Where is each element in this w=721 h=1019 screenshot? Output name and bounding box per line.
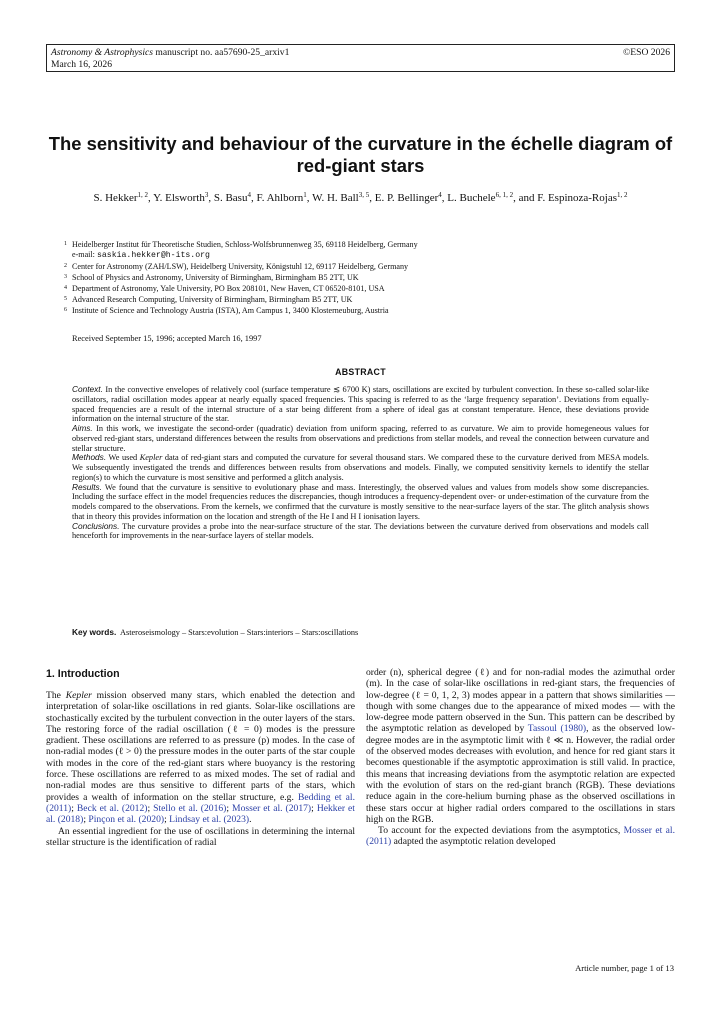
author-affiliation-mark: 3 — [204, 191, 209, 199]
citation-link[interactable]: Tassoul (1980) — [527, 723, 587, 735]
keywords-label: Key words. — [72, 627, 117, 637]
context-text: In the convective envelopes of relatively cool (surface temperature ≲ 6700 K) stars, oscillations are excited by turbulent convection. In these so-called solar-like oscillators, radial oscillation modes appear at nearly equally spaced frequencies. This spacing is referred to as the ‘large frequency separation’. Deviations from equally-spaced frequencies are a result of the internal structure of a star being different from a sphere of ideal gas at constant temperature. Hence, these deviations provide information on the internal structure of the star. — [72, 385, 649, 424]
author-affiliation-mark: 1, 2 — [137, 191, 148, 199]
affiliation-text: Advanced Research Computing, University of Birmingham, Birmingham B5 2TT, UK — [72, 295, 353, 304]
author-list — [60, 191, 661, 205]
author-name: Y. Elsworth — [153, 192, 205, 204]
author-affiliation-mark: 3, 5 — [358, 191, 370, 199]
author-separator: , — [148, 192, 154, 204]
methods-label: Methods. — [72, 452, 107, 463]
citation-link[interactable]: Stello et al. (2016) — [153, 802, 227, 814]
citation-link[interactable]: Bedding et al. (2011) — [46, 791, 355, 814]
manuscript-number: manuscript no. aa57690-25_arxiv1 — [155, 47, 290, 58]
author-affiliation-mark: 6, 1, 2 — [495, 191, 514, 199]
author-email[interactable]: saskia.hekker@h-its.org — [96, 251, 210, 260]
author-name: W. H. Ball — [312, 192, 359, 204]
citation-link[interactable]: Lindsay et al. (2023) — [169, 814, 250, 826]
aims-text: In this work, we investigate the second-order (quadratic) deviation from uniform spacing, referred to as curvature. We aim to provide homegeneous values for observed red-giant stars, understand differences between the results from observations and predictions from stellar models, and reveal the connection between curvature and stellar structure. — [72, 424, 649, 453]
author-name: S. Hekker — [93, 192, 138, 204]
author-name: F. Espinoza-Rojas — [537, 192, 617, 204]
journal-name: Astronomy & Astrophysics — [51, 47, 153, 58]
affiliation-number: 1 — [64, 241, 67, 247]
author-affiliation-mark: 4 — [247, 191, 251, 199]
author-affiliation-mark: 1 — [303, 191, 307, 199]
aims-label: Aims. — [72, 423, 93, 433]
results-text: We found that the curvature is sensitive to evolutionary phase and mass. Interestingly, the observed values and values from models show some discrepancies. Including the surface effect in the model frequencies reduces the discrepancies, though introduces a frequency-dependent over- or under-estimation of the curvature from the models compared to the observations. From the kernels, we confirmed that the curvature is mostly sensitive to the near-surface layers of the star. The glitch analysis shows that in theory this provides information on the location and strength of the He I and H I ionisation layers. — [72, 482, 649, 521]
header-date: March 16, 2026 — [51, 59, 113, 70]
header-journal-line — [51, 47, 289, 58]
affiliation-number: 5 — [64, 296, 67, 302]
abstract-heading: ABSTRACT — [335, 367, 386, 377]
affiliation-item — [64, 295, 682, 305]
received-dates: Received September 15, 1996; accepted March 16, 1997 — [72, 334, 262, 343]
citation-link[interactable]: Mosser et al. (2011) — [366, 825, 675, 848]
author-separator: , — [208, 192, 214, 204]
affiliation-item — [64, 284, 682, 294]
abstract-context — [72, 385, 649, 424]
abstract-conclusions — [72, 522, 649, 542]
affiliation-text: Institute of Science and Technology Austria (ISTA), Am Campus 1, 3400 Klosterneuburg, Austria — [72, 306, 389, 315]
citation-link[interactable]: Mosser et al. (2017) — [232, 802, 312, 814]
context-label: Context. — [72, 384, 103, 394]
conclusions-text: The curvature provides a probe into the near-surface structure of the star. The deviations between the curvature derived from observations and models call henceforth for improvements in the near-surface layers of stellar models. — [72, 521, 649, 541]
intro-paragraph-2: An essential ingredient for the use of oscillations in determining the internal stellar structure is the identification of radial — [46, 825, 355, 848]
author-separator: , — [441, 192, 448, 204]
section-heading: 1. Introduction — [46, 668, 120, 680]
left-column — [46, 690, 355, 848]
header-copyright: ©ESO 2026 — [623, 47, 670, 58]
affiliation-text: e-mail: — [72, 250, 97, 259]
affiliation-text: Heidelberger Institut für Theoretische Studien, Schloss-Wolfsbrunnenweg 35, 69118 Heidelberg, Germany — [72, 240, 418, 249]
paper-title: The sensitivity and behaviour of the curvature in the échelle diagram of red-giant stars — [48, 133, 673, 176]
affiliation-number: 6 — [64, 307, 67, 313]
intro-paragraph-4 — [366, 825, 675, 848]
affiliation-item — [64, 306, 682, 316]
affiliation-text: Department of Astronomy, Yale University, PO Box 208101, New Haven, CT 06520-8101, USA — [72, 284, 385, 293]
methods-kepler: Kepler — [139, 453, 163, 463]
author-separator: , — [250, 192, 257, 204]
citation-link[interactable]: Hekker et al. (2018) — [46, 802, 355, 826]
right-p2-b: adapted the asymptotic relation developed — [391, 836, 556, 848]
conclusions-label: Conclusions. — [72, 520, 120, 531]
abstract-methods — [72, 453, 649, 482]
intro-kepler: Kepler — [65, 690, 92, 701]
author-name: E. P. Bellinger — [374, 192, 439, 204]
author-name: S. Basu — [213, 192, 248, 204]
right-p1-b: , as the observed low-degree modes are in the asymptotic limit with ℓ ≪ n. However, the radial order of the observed modes decreases with evolution, and hence for red giant stars it becomes questionable if the asymptotic approximation is still valid. In practice, this means that increasing deviations from the asymptotic relation are expected with the evolution of stars on the red-giant branch (RGB). These deviations reduce again in the core-helium burning phase as the observed oscillations in these stars occur at higher radial orders compared to the oscillations in stars high on the RGB. — [366, 723, 675, 825]
results-label: Results. — [72, 481, 102, 492]
right-p1-a: order (n), spherical degree (ℓ) and for non-radial modes the azimuthal order (m). In the case of solar-like oscillations in red-giant stars, the frequencies of low-degree (ℓ = 0, 1, 2, 3) modes appear in a pattern that shows similarities — though with some changes due to the appearance of mixed modes — with the low-degree mode pattern observed in the Sun. This pattern can be described by the asymptotic relation as developed by — [366, 667, 675, 735]
abstract-aims — [72, 424, 649, 453]
author-affiliation-mark: 4 — [438, 191, 442, 199]
affiliation-item — [64, 273, 682, 283]
author-separator: , — [306, 192, 313, 204]
keywords — [72, 627, 672, 638]
methods-text: data of red-giant stars and computed the curvature for several thousand stars. We compared these to the curvature derived from MESA models. We subsequently investigated the trends and differences between results from observations and models. Finally, we computed sensitivity kernels to identify the stellar region(s) to which the curvature is most sensitive and performed a glitch analysis. — [72, 453, 649, 482]
abstract-body — [72, 385, 649, 541]
affiliation-number: 4 — [64, 285, 67, 291]
abstract-results — [72, 483, 649, 522]
manuscript-header — [46, 44, 675, 72]
affiliation-number: 2 — [64, 263, 67, 269]
page-footer: Article number, page 1 of 13 — [575, 963, 674, 973]
author-separator: , and — [513, 192, 538, 204]
right-p2-a: To account for the expected deviations from the asymptotics, — [378, 825, 624, 837]
affiliation-item — [72, 250, 682, 261]
author-name: F. Ahlborn — [256, 192, 304, 204]
intro-p1-a: The — [46, 690, 66, 701]
intro-paragraph-1: The Kepler mission observed many stars, which enabled the detection and interpretation of solar-like oscillations in red giants. Solar-like oscillations are stochastically excited by the turbulent convection in the outer layers of the stars. The restoring force of the radial oscillation (ℓ = 0) modes is the pressure gradient. These oscillations are referred to as pressure (p) modes. In the case of non-radial modes (ℓ > 0) the pressure modes in the outer parts of the star couple with modes in the core of the red-giant stars where buoyancy is the restoring force. These oscillations are referred to as mixed modes. The set of radial and non-radial modes are thus sensitive to different parts of the stars, which provides a wealth of information on the stellar structure, e.g. Bedding et al. (2011); Beck et al. (2012); Stello et al. (2016); Mosser et al. (2017); Hekker et al. (2018); Pinçon et al. (2020); Lindsay et al. (2023). — [46, 690, 355, 826]
right-column — [366, 667, 675, 848]
citation-link[interactable]: Beck et al. (2012) — [76, 802, 148, 814]
affiliation-text: Center for Astronomy (ZAH/LSW), Heidelberg University, Königstuhl 12, 69117 Heidelberg, Germany — [72, 262, 409, 271]
citation-link[interactable]: Pinçon et al. (2020) — [88, 814, 165, 826]
affiliation-number: 3 — [64, 274, 67, 280]
affiliation-item — [64, 240, 682, 250]
keywords-text: Asteroseismology – Stars:evolution – Stars:interiors – Stars:oscillations — [119, 628, 359, 637]
methods-pre: We used — [108, 453, 140, 463]
affiliation-text: School of Physics and Astronomy, University of Birmingham, Birmingham B5 2TT, UK — [72, 273, 359, 282]
author-name: L. Buchele — [447, 192, 496, 204]
intro-paragraph-3 — [366, 667, 675, 825]
author-separator: , — [369, 192, 375, 204]
author-affiliation-mark: 1, 2 — [616, 191, 628, 199]
affiliation-item — [64, 262, 682, 272]
intro-p1-b: mission observed many stars, which enabled the detection and interpretation of solar-like oscillations in red giants. Solar-like oscillations are stochastically excited by the turbulent convection in the outer layers of the stars. The restoring force of the radial oscillation (ℓ = 0) modes is the pressure gradient. These oscillations are referred to as pressure (p) modes. In the case of non-radial modes (ℓ > 0) the pressure modes in the outer parts of the star couple with modes in the core of the red-giant stars where buoyancy is the restoring force. These oscillations are referred to as mixed modes. The set of radial and non-radial modes are thus sensitive to different parts of the stars, which provides a wealth of information on the stellar structure, e.g. — [46, 690, 355, 803]
